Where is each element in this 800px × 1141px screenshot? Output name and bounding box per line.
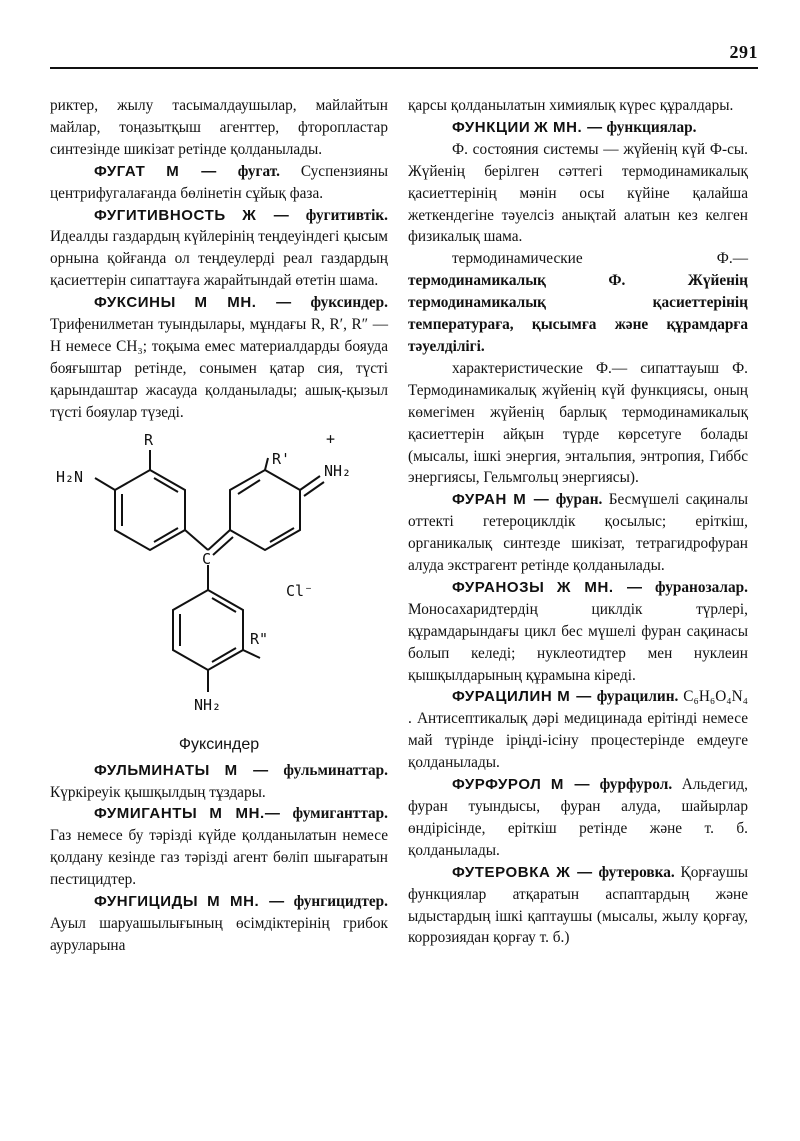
entry-gender: М — [166,162,217,180]
dictionary-entry [408,862,748,950]
dictionary-entry [408,774,748,862]
dictionary-entry [50,891,388,957]
entry-headword: ФУЛЬМИНАТЫ [94,761,210,779]
entry-translation: фульминаттар. [283,761,389,779]
entry-definition: Бесмүшелі сақиналы оттекті гетероциклдік қосылыс; еріткіш, органикалық синтезде шикізат, тетрагидрофуран алуда экстрагент ретінде қолданылады. [408,491,749,575]
entry-translation: фугат. [237,162,280,180]
entry-gender: М МН. — [207,893,285,911]
entry-translation: фуран. [555,491,603,509]
entry-gender: М МН. — [194,294,292,312]
subentry-lead: Ф. состояния системы — [452,140,619,158]
substituent-r-label: R [144,430,154,449]
amino-group-label: H₂N [56,467,84,486]
continuation-text: қарсы қолданылатын химиялық күрес құралдары. [408,97,734,114]
entry-gender: М МН.— [209,805,281,823]
entry-gender: Ж — [556,863,593,881]
dictionary-entry [50,292,388,423]
dictionary-subentry [408,358,748,489]
entry-headword: ФУГИТИВНОСТЬ [94,206,226,224]
dictionary-entry [408,686,748,774]
entry-gender: М — [513,491,550,509]
entry-headword: ФУРФУРОЛ [452,776,542,794]
entry-translation: фугитивтік. [305,206,389,224]
dictionary-entry [50,161,388,205]
entry-translation: футеровка. [598,863,675,881]
subentry-definition: Термодинамикалық жүйенің күй функциясы, оның көмегімен жүйенің барлық термодинамикалық қасиеттерін айқын түрде көрсетуге болады (мысалы, ішкі энергия, энтальпия, энтропия, Гиббс энергиясы, Гельмгольц энергиясы). [408,381,748,487]
entry-gender: Ж МН. — [534,118,603,136]
dictionary-entry [50,803,388,891]
entry-headword: ФУМИГАНТЫ [94,805,198,823]
left-benzene-ring [115,470,185,550]
figure-caption: Фуксиндер [178,735,260,753]
subentry-definition: Жүйенің берілген сәттегі термодинамикалық қасиеттерінің мәнін осы күйіне қалайша жеткендегіне тәуелсіз анықтай алатын кез келген физикалық шама. [408,162,748,246]
entry-translation: функциялар. [606,118,697,136]
entry-gender: Ж — [242,206,290,224]
entry-headword: ФУНГИЦИДЫ [94,893,199,911]
entry-translation: фуксиндер. [310,294,388,312]
subentry-translation: жүйенің күй Ф-сы. [623,140,748,158]
entry-definition: Альдегид, фуран туындысы, фуран алуда, шайырлар өндірісінде, еріткіш ретінде және т. б. қолданылады. [408,776,748,859]
dictionary-entry [408,577,748,687]
iminium-group-label: NH₂ [324,461,352,480]
entry-definition: Идеалды газдардың күйлерінің теңдеуіндегі қысым орнына қойғанда ол теңдеулерді реал газдардың қасиеттерін сипаттауға жарайтындай өтетін шама. [50,228,388,290]
entry-definition: Қорғаушы функциялар атқаратын аспаптардың және ыдыстардың ішкі қаптаушы (мысалы, жылу қорғау, коррозиядан қорғау т. б.) [408,863,749,947]
dictionary-entry [408,117,748,139]
entry-headword: ФУТЕРОВКА [452,863,551,881]
entry-translation: фумиганттар. [292,805,389,823]
chloride-ion-label: Cl⁻ [286,581,314,600]
dictionary-subentry [408,139,748,249]
entry-gender: М — [550,776,591,794]
subentry-translation: термодинамикалық Ф. [408,272,626,290]
entry-translation: фуранозалар. [655,578,748,596]
dictionary-entry [50,205,388,293]
entry-gender: М — [557,688,592,706]
entry-definition: Суспензияны центрифугалағанда бөлінетін сұйық фаза. [50,162,388,202]
dictionary-subentry [408,248,748,358]
subentry-definition: Жүйенің термодинамикалық қасиеттерінің температураға, қысымға және құрамдарға тәуелділігі. [408,272,748,355]
header-rule [50,67,758,69]
entry-gender: Ж МН. — [556,578,643,596]
entry-definition: Күркіреуік қышқылдың тұздары. [50,783,266,801]
fuchsine-structure-diagram [50,430,388,760]
right-quinoid-ring [230,470,300,550]
left-column [50,95,388,957]
page-number: 291 [729,42,758,62]
entry-translation: фурфурол. [599,776,673,794]
entry-headword: ФУГАТ [94,162,146,180]
entry-definition: Ауыл шаруашылығының өсімдіктерінің грибок ауруларына [50,914,388,954]
central-carbon-label: C [202,549,212,568]
charge-plus-label: + [326,429,336,448]
entry-headword: ФУНКЦИИ [452,118,531,136]
subentry-lead: термодинамические Ф.— [452,250,748,268]
entry-definition: Газ немесе бу тәрізді күйде қолданылатын немесе қолдану кезінде газ тәрізді агент бөліп шығаратын пестицидтер. [50,827,388,889]
entry-translation: фунгицидтер. [293,893,389,911]
entry-translation: фурацилин. [596,688,679,706]
dictionary-entry [408,489,748,577]
subentry-translation: сипаттауыш Ф. [640,359,749,377]
right-column [408,95,748,949]
entry-gender: М — [224,761,269,779]
bottom-benzene-ring [173,590,243,670]
subentry-lead: характеристические Ф.— [452,359,628,377]
substituent-r-double-prime-label: R" [250,629,269,648]
entry-definition: Трифенилметан туындылары, мұндағы R, R′, R″ — H немесе CH₃; тоқыма емес материалдарды бояуда бояғыштар ретінде, сонымен қатар сия, түсті қарындаштар жасауда қолданылады; ашық-қызыл түсті бояулар түзеді. [50,316,388,421]
continuation-text: риктер, жылу тасымалдаушылар, майлайтын майлар, тоңазытқыш агенттер, фторопластар синтезінде шикізат ретінде қолданылады. [50,97,388,158]
entry-headword: ФУКСИНЫ [94,294,176,312]
entry-definition: Моносахаридтердің циклдік түрлері, құрамдарындағы цикл бес мүшелі фуран сақинасы болып келеді; нуклеотидтер мен нуклеин қышқылдарының құрамына кіреді. [408,600,748,684]
substituent-r-prime-label: R' [272,449,291,468]
dictionary-entry [50,760,388,804]
bottom-amino-group-label: NH₂ [194,695,222,714]
entry-definition: C₆H₆O₄N₄ . Антисептикалық дәрі медицинада ерітінді немесе май түрінде іріңді-ісіну процестерінде емдеуге қолданылады. [408,688,748,772]
entry-headword: ФУРАЦИЛИН [452,688,553,706]
structure-svg [50,430,388,730]
entry-headword: ФУРАН [452,491,507,509]
entry-headword: ФУРАНОЗЫ [452,578,545,596]
